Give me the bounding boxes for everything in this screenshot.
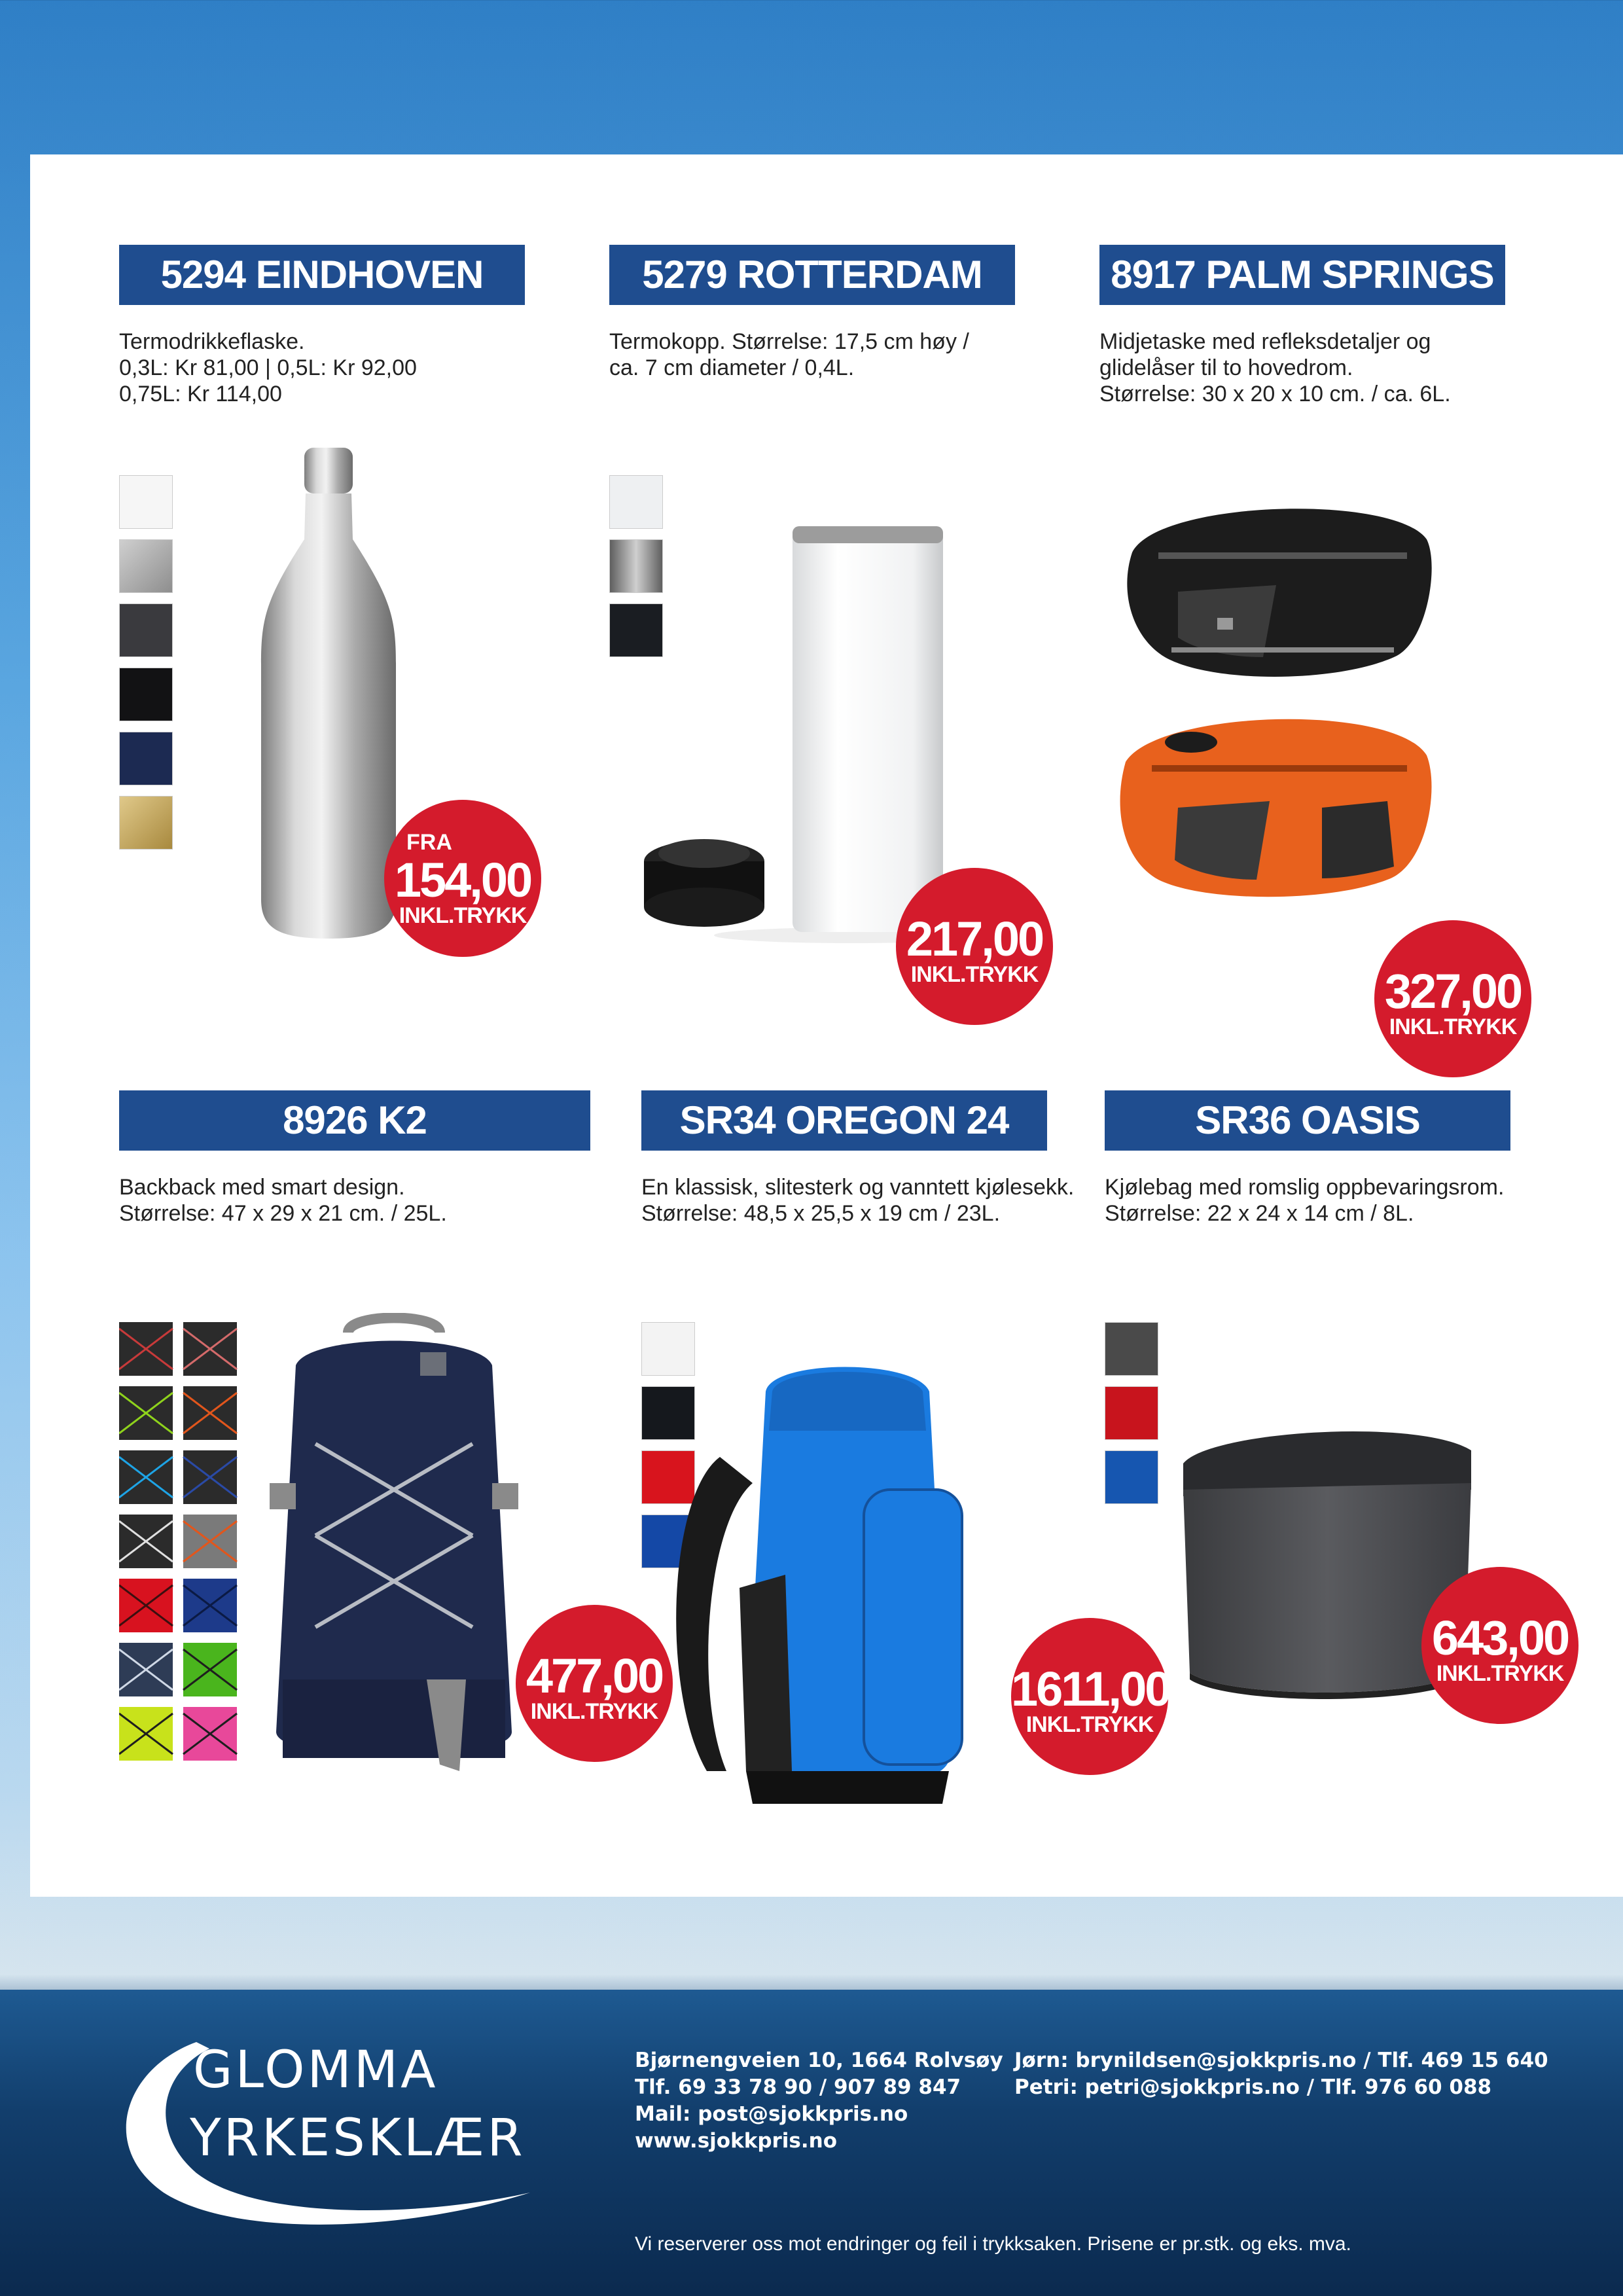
price-amount: 327,00: [1384, 964, 1522, 1018]
product-title: 5279 ROTTERDAM: [609, 245, 1015, 305]
product-oregon-24: [641, 1090, 1170, 1889]
product-description: Midjetaske med refleksdetaljer og glidelåser til to hovedrom. Størrelse: 30 x 20 x 10 cm. / ca. 6L.: [1099, 329, 1451, 406]
phone: Tlf. 69 33 78 90 / 907 89 847: [635, 2075, 961, 2099]
product-title: SR36 OASIS: [1105, 1090, 1510, 1151]
price-prefix: FRA: [406, 830, 452, 855]
product-eindhoven: [119, 245, 577, 1083]
backpack-k2-image: [270, 1313, 518, 1771]
product-description: Backback med smart design. Størrelse: 47 x 29 x 21 cm. / 25L.: [119, 1175, 447, 1226]
color-swatch[interactable]: [119, 668, 173, 721]
price-badge: [896, 868, 1053, 1025]
price-note: INKL.TRYKK: [1436, 1661, 1564, 1686]
color-swatch[interactable]: [119, 475, 173, 529]
product-title: SR34 OREGON 24: [641, 1090, 1047, 1151]
product-description: Kjølebag med romslig oppbevaringsrom. Størrelse: 22 x 24 x 14 cm / 8L.: [1105, 1175, 1505, 1226]
contact-petri[interactable]: Petri: petri@sjokkpris.no / Tlf. 976 60 088: [1014, 2075, 1492, 2099]
address: Bjørnengveien 10, 1664 Rolvsøy: [635, 2049, 1003, 2072]
product-title: 5294 EINDHOVEN: [119, 245, 525, 305]
disclaimer: Vi reserverer oss mot endringer og feil i trykksaken. Prisene er pr.stk. og eks. mva.: [635, 2233, 1351, 2255]
price-badge: [1374, 920, 1531, 1077]
waist-bag-black-image: [1119, 493, 1446, 677]
address-block: [635, 2047, 1003, 2155]
swatch-grid-graphic[interactable]: [119, 1322, 243, 1767]
mail-link[interactable]: Mail: post@sjokkpris.no: [635, 2102, 908, 2126]
price-amount: 217,00: [906, 912, 1043, 966]
price-note: INKL.TRYKK: [1026, 1712, 1154, 1737]
tumbler-image: [629, 526, 969, 945]
price-badge: [384, 800, 541, 957]
price-note: INKL.TRYKK: [530, 1699, 658, 1724]
price-badge: [1421, 1567, 1578, 1724]
product-panel: [30, 154, 1623, 1897]
product-description: En klassisk, slitesterk og vanntett kjølesekk. Størrelse: 48,5 x 25,5 x 19 cm / 23L.: [641, 1175, 1075, 1226]
price-note: INKL.TRYKK: [1389, 1014, 1517, 1039]
waist-bag-orange-image: [1106, 703, 1446, 906]
color-swatch[interactable]: [1105, 1386, 1158, 1440]
color-swatch[interactable]: [1105, 1322, 1158, 1376]
product-oasis: [1105, 1090, 1602, 1889]
product-title: 8926 K2: [119, 1090, 590, 1151]
logo-line2: YRKESKLÆR: [190, 2109, 526, 2168]
color-swatch[interactable]: [119, 732, 173, 785]
price-amount: 477,00: [526, 1649, 663, 1703]
color-swatch[interactable]: [119, 603, 173, 657]
product-rotterdam: [609, 245, 1080, 1083]
contact-jorn[interactable]: Jørn: brynildsen@sjokkpris.no / Tlf. 469 15 640: [1014, 2049, 1548, 2072]
logo-line1: GLOMMA: [193, 2041, 438, 2100]
contact-block: [1014, 2047, 1548, 2101]
price-note: INKL.TRYKK: [910, 962, 1039, 987]
bottle-image: [253, 448, 404, 945]
product-title: 8917 PALM SPRINGS: [1099, 245, 1505, 305]
price-amount: 154,00: [394, 853, 531, 907]
product-palm-springs: [1099, 245, 1571, 1083]
color-swatch[interactable]: [609, 475, 663, 529]
color-swatch[interactable]: [119, 796, 173, 850]
price-note: INKL.TRYKK: [399, 903, 527, 928]
web-link[interactable]: www.sjokkpris.no: [635, 2129, 838, 2153]
product-description: Termodrikkeflaske. 0,3L: Kr 81,00 | 0,5L: Kr 92,00 0,75L: Kr 114,00: [119, 329, 417, 406]
color-swatch[interactable]: [1105, 1450, 1158, 1504]
color-swatch[interactable]: [119, 539, 173, 593]
price-amount: 643,00: [1431, 1611, 1569, 1665]
backpack-oregon-image: [668, 1352, 1034, 1810]
product-k2: [119, 1090, 663, 1889]
product-description: Termokopp. Størrelse: 17,5 cm høy / ca. 7 cm diameter / 0,4L.: [609, 329, 969, 380]
price-amount: 1611,00: [1011, 1662, 1170, 1716]
